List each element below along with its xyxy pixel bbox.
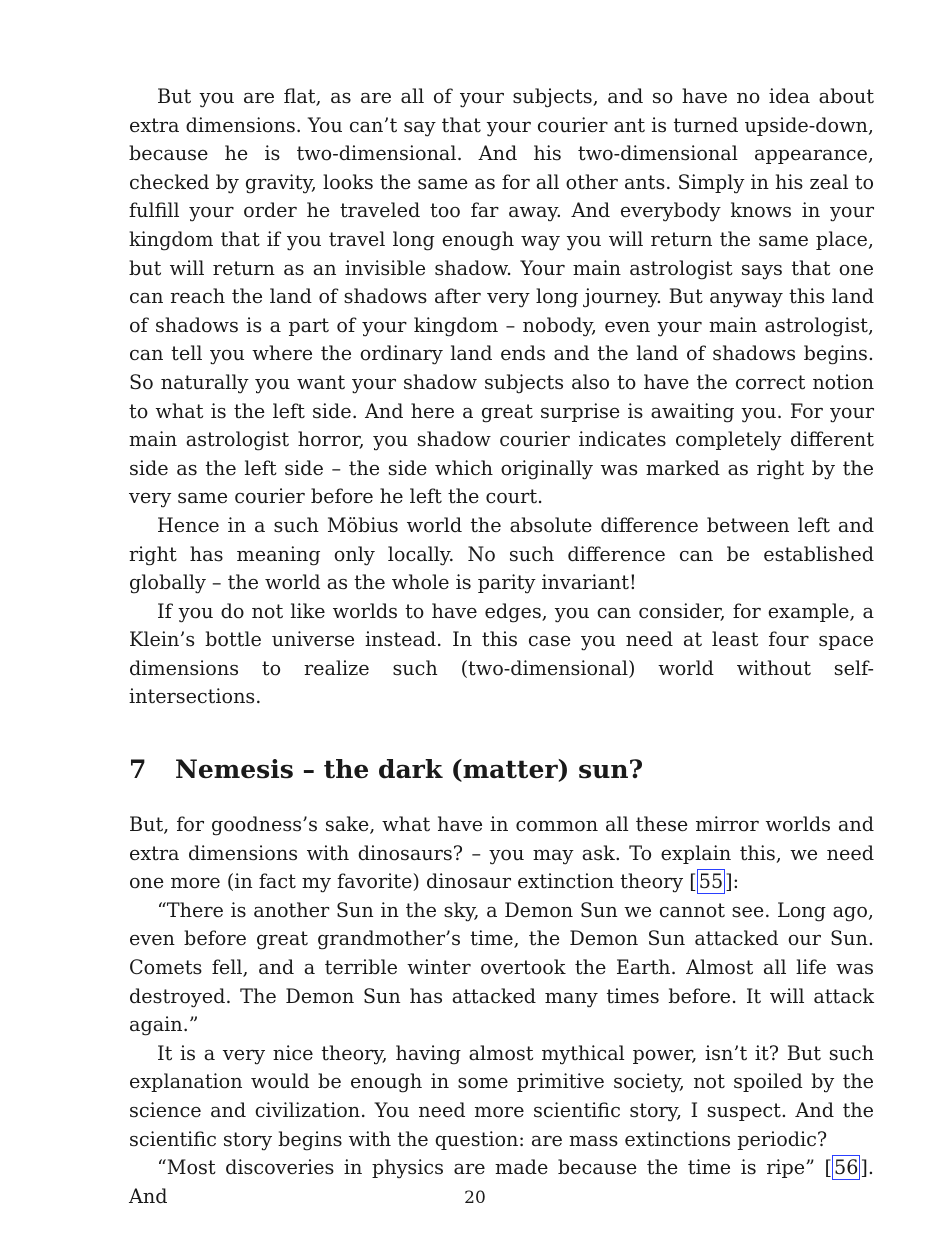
citation-link-55[interactable]: 55 [698,870,724,894]
paragraph-parity-invariant: Hence in a such Möbius world the absolute difference between left and right has meaning only locally. No such difference can be established globally – the world as the whole is parity invariant! [129,513,874,595]
paragraph-mobius-courier: But you are flat, as are all of your subjects, and so have no idea about extra dimensions. You can’t say that your courier ant is turned upside-down, because he is two-dimensional. And his two-dimensional appearance, checked by gravity, looks the same as for all other ants. Simply in his zeal to fulfill your order he traveled too far away. And everybody knows in your kingdom that if you travel long enough way you will return the same place, but will return as an invisible shadow. Your main astrologist says that one can reach the land of shadows after very long journey. But anyway this land of shadows is a part of your kingdom – nobody, even your main astrologist, can tell you where the ordinary land ends and the land of shadows begins. So naturally you want your shadow subjects also to have the correct notion to what is the left side. And here a great surprise is awaiting you. For your main astrologist horror, you shadow courier indicates completely different side as the left side – the side which originally was marked as right by the very same courier before he left the court. [129,85,874,509]
page-number: 20 [464,1188,486,1208]
paragraph-klein-bottle: If you do not like worlds to have edges, you can consider, for example, a Klein’s bottle universe instead. In this case you need at least four space dimensions to realize such (two-dimensional) world without self-intersections. [129,599,874,709]
paragraph-text: ]. And [129,1156,874,1208]
paragraph-text: ]: [725,870,740,894]
section-number: 7 [129,755,147,785]
paragraph-dinosaur-question [129,811,874,897]
paragraph-scientific-story: It is a very nice theory, having almost mythical power, isn’t it? But such explanation would be enough in some primitive society, not spoiled by the science and civilization. You need more scientific story, I suspect. And the scientific story begins with the question: are mass extinctions periodic? [129,1041,874,1151]
paragraph-demon-sun-quote: “There is another Sun in the sky, a Demon Sun we cannot see. Long ago, even before great grandmother’s time, the Demon Sun attacked our Sun. Comets fell, and a terrible winter overtook the Earth. Almost all life was destroyed. The Demon Sun has attacked many times before. It will attack again.” [129,898,874,1037]
paragraph-text: “Most discoveries in physics are made because the time is ripe” [ [157,1156,832,1180]
citation-link-56[interactable]: 56 [833,1156,859,1180]
paragraph-text: But, for goodness’s sake, what have in common all these mirror worlds and extra dimensions with dinosaurs? – you may ask. To explain this, we need one more (in fact my favorite) dinosaur extinction theory [ [129,813,874,894]
section-title: Nemesis – the dark (matter) sun? [175,755,644,785]
section-heading [129,753,874,787]
page-body [129,83,874,1211]
